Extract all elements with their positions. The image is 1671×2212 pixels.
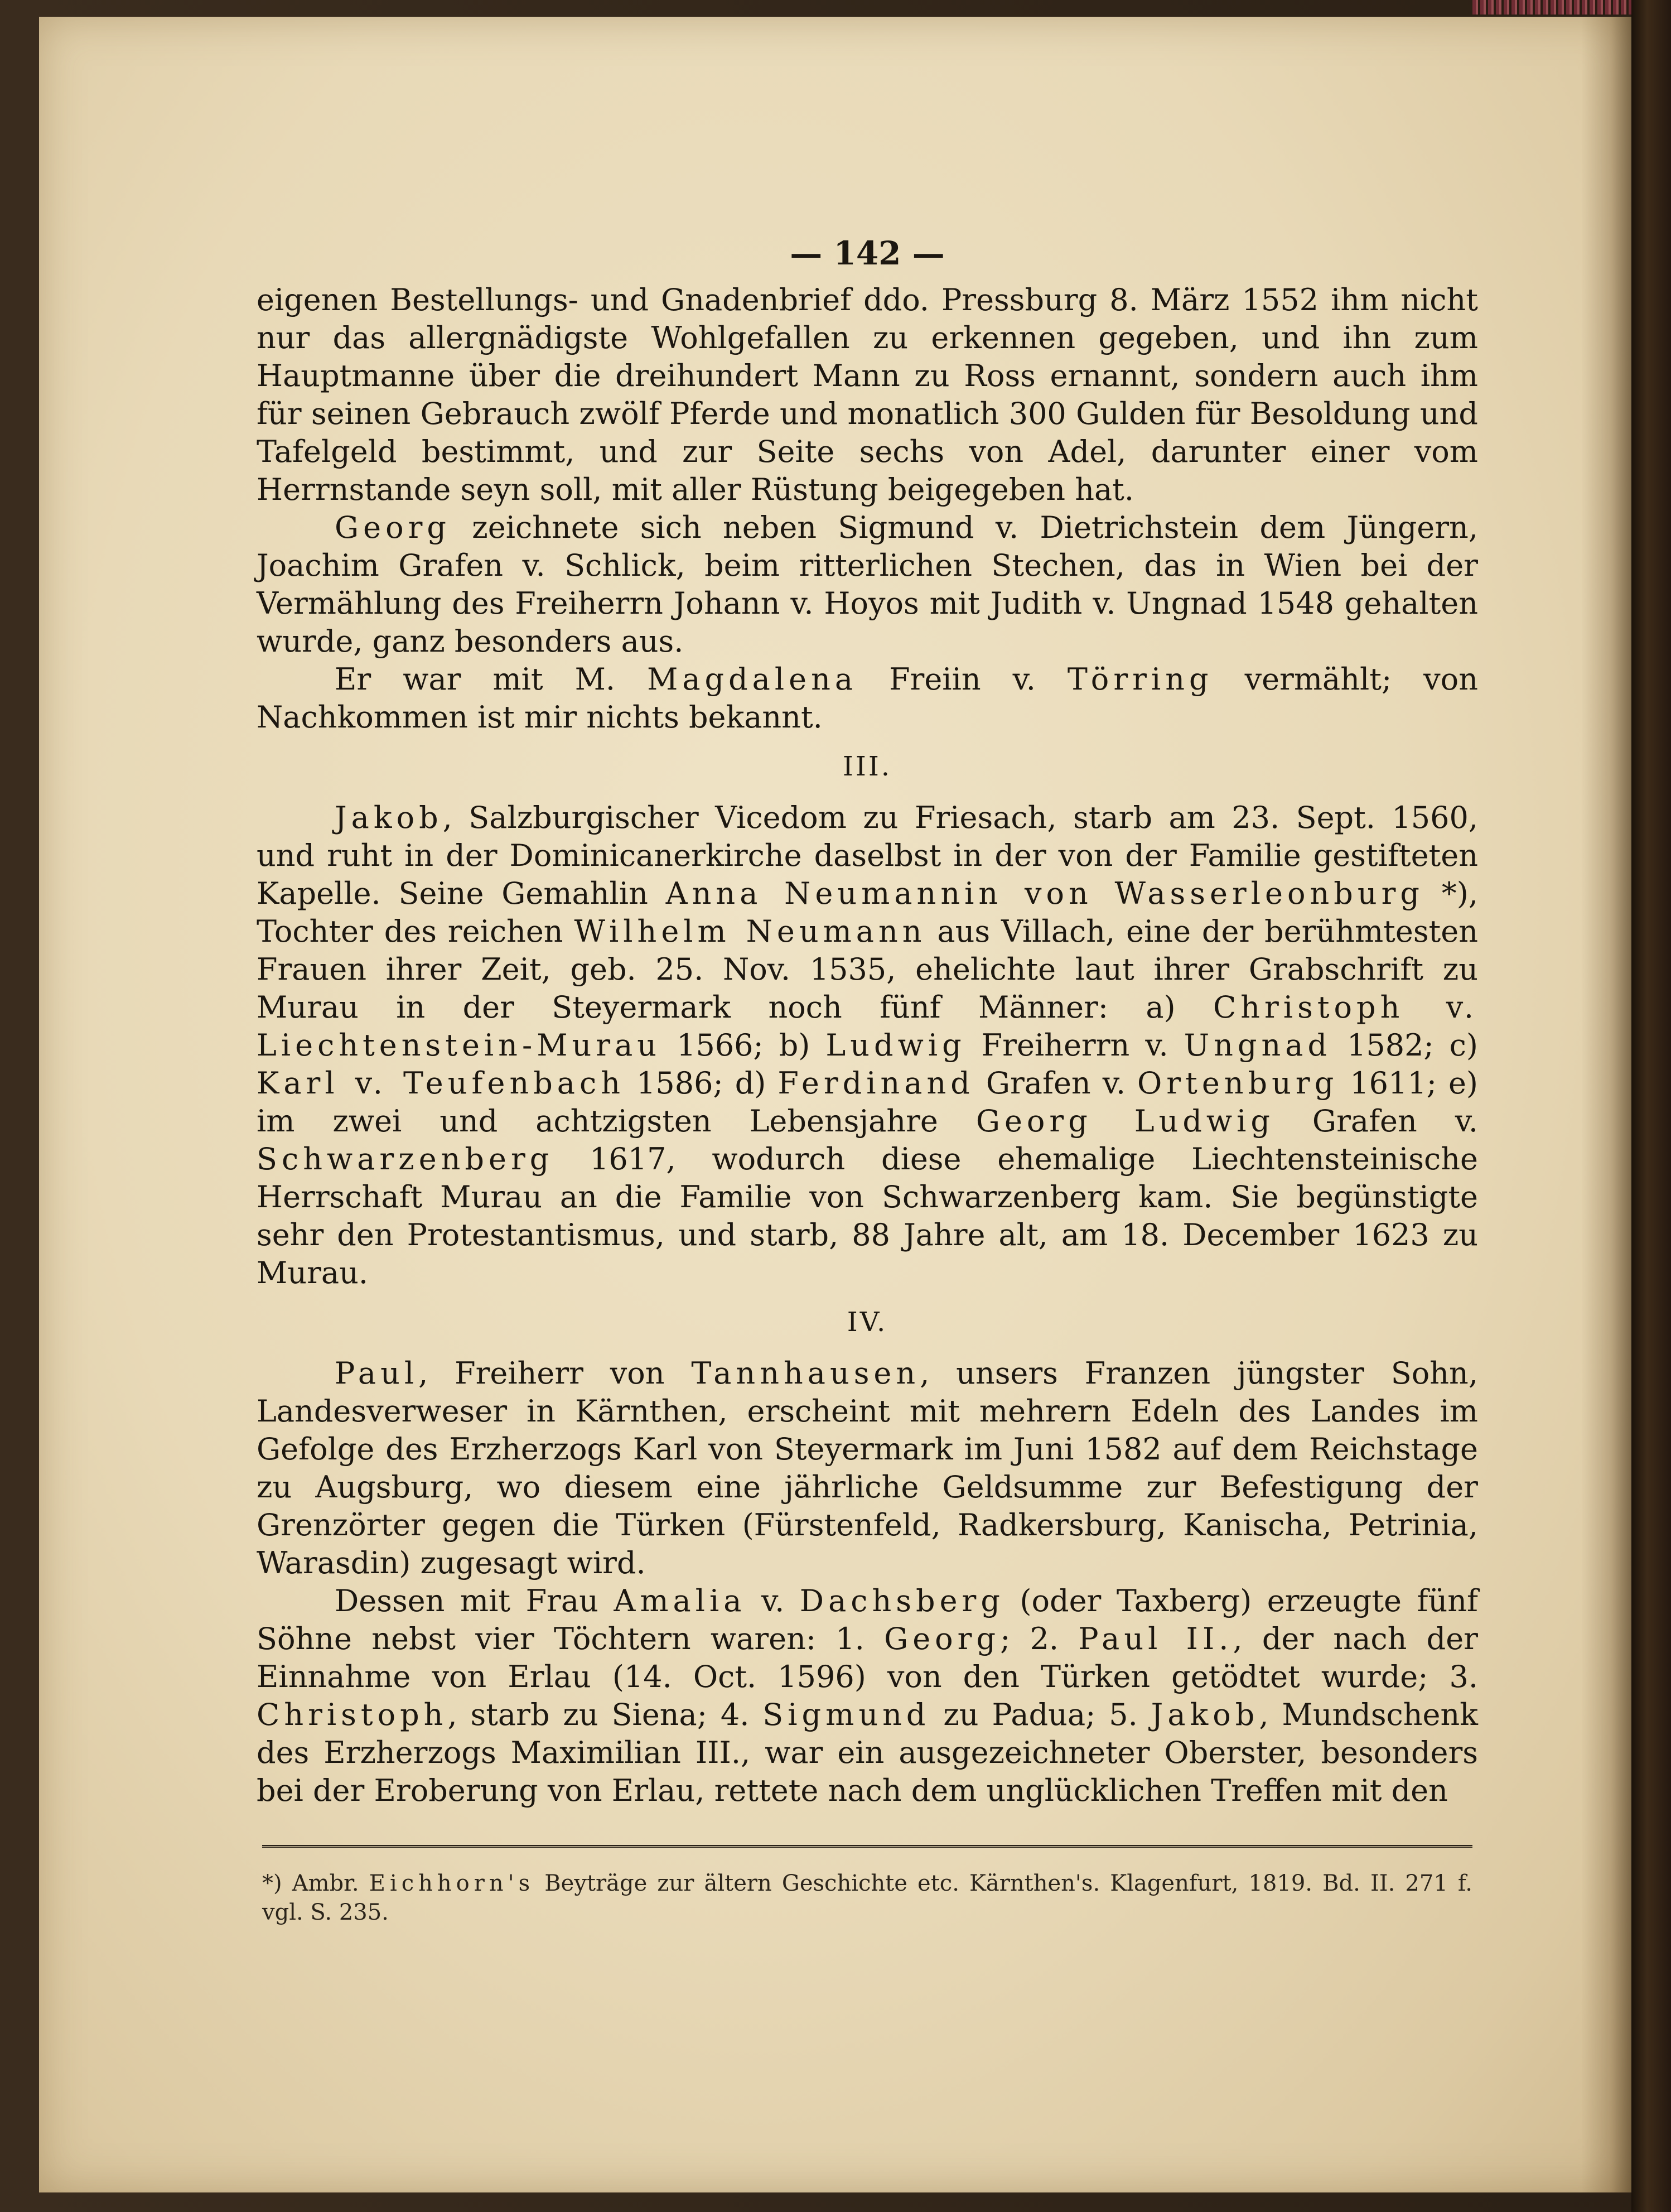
- paragraph-dessen: Dessen mit Frau Amalia v. Dachsberg (oder Taxberg) erzeugte fünf Söhne nebst vier Töchtern waren: 1. Georg; 2. Paul II., der nach der Einnahme von Erlau (14. Oct. 1596) von den Türken getödtet wurde; 3. Christoph, starb zu Siena; 4. Sigmund zu Padua; 5. Jakob, Mundschenk des Erzherzogs Maximilian III., war ein ausgezeichneter Oberster, besonders bei der Eroberung von Erlau, rettete nach dem unglücklichen Treffen mit den: [257, 1583, 1479, 1808]
- paragraph-magdalena: Er war mit M. Magdalena Freiin v. Törring vermählt; von Nachkommen ist mir nichts bekannt.: [257, 662, 1478, 735]
- paragraph-intro: eigenen Bestellungs- und Gnadenbrief ddo. Pressburg 8. März 1552 ihm nicht nur das allergnädigste Wohlgefallen zu erkennen gegeben, und ihn zum Hauptmanne über die dreihundert Mann zu Ross ernannt, sondern auch ihm für seinen Gebrauch zwölf Pferde und monatlich 300 Gulden für Besoldung und Tafelgeld bestimmt, und zur Seite sechs von Adel, darunter einer vom Herrnstande seyn soll, mit aller Rüstung beigegeben hat.: [257, 282, 1478, 507]
- paragraph-jakob: Jakob, Salzburgischer Vicedom zu Friesach, starb am 23. Sept. 1560, und ruht in der Dominicanerkirche daselbst in der von der Familie gestifteten Kapelle. Seine Gemahlin Anna Neumannin von Wasserleonburg *), Tochter des reichen Wilhelm Neumann aus Villach, eine der berühmtesten Frauen ihrer Zeit, geb. 25. Nov. 1535, ehelichte laut ihrer Grabschrift zu Murau in der Steyermark noch fünf Männer: a) Christoph v. Liechtenstein-Murau 1566; b) Ludwig Freiherrn v. Ungnad 1582; c) Karl v. Teufenbach 1586; d) Ferdinand Grafen v. Ortenburg 1611; e) im zwei und achtzigsten Lebensjahre Georg Ludwig Grafen v. Schwarzenberg 1617, wodurch diese ehemalige Liechtensteinische Herrschaft Murau an die Familie von Schwarzenberg kam. Sie begünstigte sehr den Protestantismus, und starb, 88 Jahre alt, am 18. December 1623 zu Murau.: [257, 800, 1479, 1290]
- name-georg: Georg: [335, 510, 451, 545]
- footnote: *) Ambr. Eichhorn's Beyträge zur ältern Geschichte etc. Kärnthen's. Klagenfurt, 1819. Bd. II. 271 f. vgl. S. 235.: [262, 1871, 1472, 1925]
- section-heading-iii: III.: [842, 751, 892, 782]
- paragraph-paul: Paul, Freiherr von Tannhausen, unsers Franzen jüngster Sohn, Landesverweser in Kärnthen, erscheint mit mehrern Edeln des Landes im Gefolge des Erzherzogs Karl von Steyermark im Juni 1582 auf dem Reichstage zu Augsburg, wo diesem eine jährliche Geldsumme zur Befestigung der Grenzörter gegen die Türken (Fürstenfeld, Radkersburg, Kanischa, Petrinia, Warasdin) zugesagt wird.: [257, 1356, 1478, 1580]
- book-spine: [1631, 0, 1671, 2212]
- page-text: [257, 234, 1478, 1810]
- footnote-rule: [262, 1845, 1472, 1848]
- section-heading-iv: IV.: [847, 1307, 888, 1338]
- page-number: — 142 —: [790, 234, 945, 272]
- paragraph-georg: Georg zeichnete sich neben Sigmund v. Dietrichstein dem Jüngern, Joachim Grafen v. Schlick, beim ritterlichen Stechen, das in Wien bei der Vermählung des Freiherrn Johann v. Hoyos mit Judith v. Ungnad 1548 gehalten wurde, ganz besonders aus.: [257, 510, 1478, 659]
- footnote-mark: *): [262, 1871, 282, 1896]
